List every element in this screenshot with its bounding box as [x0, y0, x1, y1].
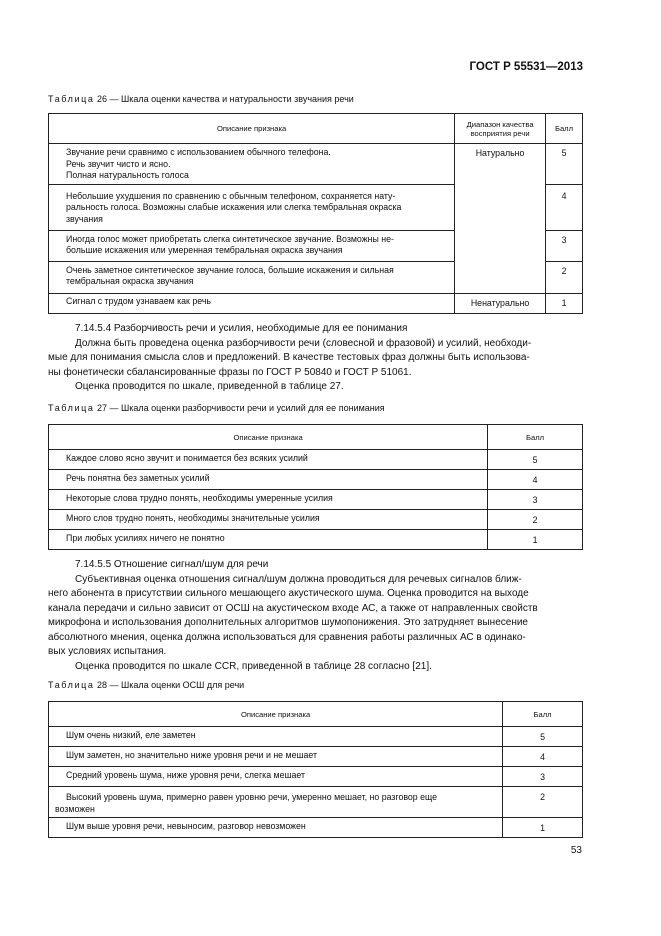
table-header-description: Описание признака — [49, 425, 488, 450]
section-7-14-5-5 — [48, 558, 584, 674]
table-row — [49, 293, 583, 313]
table-header-description: Описание признака — [49, 114, 455, 144]
table-header-score: Балл — [488, 425, 583, 450]
paragraph: Оценка проводится по шкале CCR, приведенной в таблице 28 согласно [21]. — [75, 660, 432, 672]
section-heading: 7.14.5.4 Разборчивость речи и усилия, необходимые для ее понимания — [75, 323, 408, 334]
section-7-14-5-4 — [48, 322, 584, 395]
table-26-caption: Таблица 26 — Шкала оценки качества и натуральности звучания речи — [48, 94, 354, 104]
standard-header: ГОСТ Р 55531—2013 — [469, 61, 583, 73]
table-28 — [48, 701, 583, 838]
paragraph: Должна быть проведена оценка разборчивости речи (словесной и фразовой) и усилий, необходи- мые для понимания смысла слов и предложений. В качестве тестовых фраз должны быть использова- ны фонетически сбалансированные фразы по ГОСТ Р 50840 и ГОСТ Р 51061. — [48, 337, 532, 378]
table-header-range: Диапазон качества восприятия речи — [455, 114, 546, 144]
table-row: При любых усилиях ничего не понятно 1 — [49, 530, 583, 550]
row-description: Очень заметное синтетическое звучание голоса, большие искажения и сильная тембральная окраска звучания — [49, 261, 455, 293]
row-description: Звучание речи сравнимо с использованием обычного телефона. Речь звучит чисто и ясно. Полная натуральность голоса — [49, 144, 455, 185]
row-score: 3 — [546, 230, 583, 261]
quality-natural: Натурально — [455, 144, 546, 294]
table-header-score: Балл — [503, 702, 583, 727]
table-row: Шум заметен, но значительно ниже уровня речи и не мешает 4 — [49, 747, 583, 767]
table-27-caption: Таблица 27 — Шкала оценки разборчивости речи и усилий для ее понимания — [48, 403, 385, 413]
table-27 — [48, 424, 583, 550]
row-score: 4 — [546, 184, 583, 230]
row-description: Сигнал с трудом узнаваем как речь — [49, 293, 455, 313]
table-header-score: Балл — [546, 114, 583, 144]
table-header-description: Описание признака — [49, 702, 503, 727]
row-description: Небольшие ухудшения по сравнению с обычным телефоном, сохраняется нату- ральность голоса. Возможны слабые искажения или слегка тембральная окраска звучания — [49, 184, 455, 230]
table-row: Некоторые слова трудно понять, необходимы умеренные усилия 3 — [49, 490, 583, 510]
row-description: Иногда голос может приобретать слегка синтетическое звучание. Возможны не- большие искажения или умеренная тембральная окраска звучания — [49, 230, 455, 261]
quality-unnatural: Ненатурально — [455, 293, 546, 313]
table-row: Речь понятна без заметных усилий 4 — [49, 470, 583, 490]
table-row: Много слов трудно понять, необходимы значительные усилия 2 — [49, 510, 583, 530]
table-row: Шум выше уровня речи, невыносим, разговор невозможен 1 — [49, 818, 583, 838]
table-28-caption: Таблица 28 — Шкала оценки ОСШ для речи — [48, 680, 245, 690]
paragraph: Оценка проводится по шкале, приведенной в таблице 27. — [75, 381, 344, 392]
table-row: Шум очень низкий, еле заметен 5 — [49, 727, 583, 747]
row-score: 1 — [546, 293, 583, 313]
paragraph: Субъективная оценка отношения сигнал/шум должна проводиться для речевых сигналов ближ- него абонента в присутствии сильного мешающего акустического шума. Оценка проводится на выходе канала передачи и сильно зависит от ОСШ на акустическом входе АС, а также от направленных свойств микрофона и использования дополнительных алгоритмов шумопонижения. Это затрудняет вынесение абсолютного мнения, оценка должна использоваться для сравнения работы различных АС в одинако- вых условиях испытания. — [48, 573, 538, 657]
section-heading: 7.14.5.5 Отношение сигнал/шум для речи — [75, 559, 269, 570]
row-score: 5 — [546, 144, 583, 185]
table-row: Каждое слово ясно звучит и понимается без всяких усилий 5 — [49, 450, 583, 470]
table-26 — [48, 113, 583, 314]
row-score: 2 — [546, 261, 583, 293]
page-number: 53 — [570, 845, 582, 856]
table-row: Средний уровень шума, ниже уровня речи, слегка мешает 3 — [49, 767, 583, 787]
table-row: Высокий уровень шума, примерно равен уровню речи, умеренно мешает, но разговор еще возможен 2 — [49, 787, 583, 818]
table-row — [49, 144, 583, 185]
